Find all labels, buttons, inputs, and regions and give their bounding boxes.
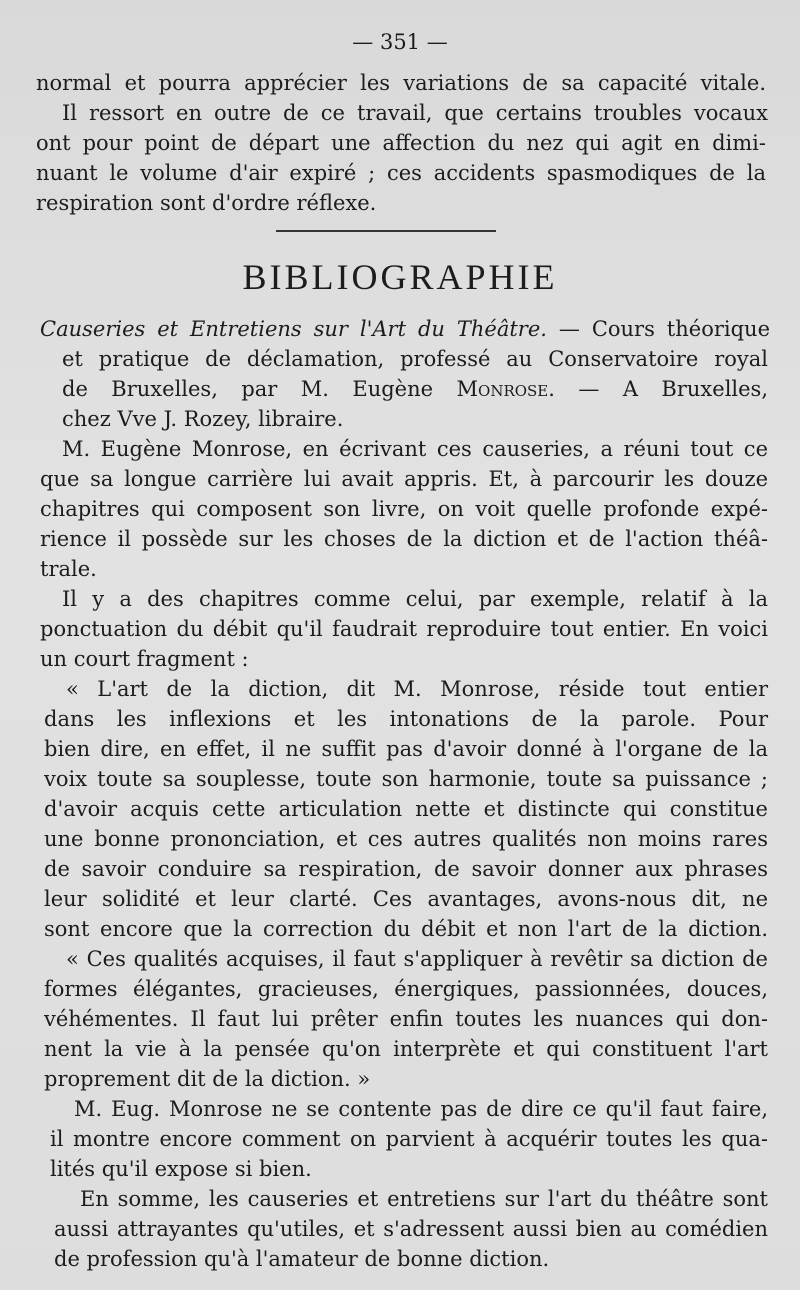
entry-text: de Bruxelles, par M. Eugène	[62, 377, 457, 401]
quote-line: de savoir conduire sa respiration, de savoir donner aux phrases	[44, 857, 768, 881]
quote-line: formes élégantes, gracieuses, énergiques, passionnées, douces,	[44, 977, 768, 1001]
entry-line: et pratique de déclamation, professé au Conservatoire royal	[62, 347, 768, 371]
body-line: ponctuation du débit qu'il faudrait reproduire tout entier. En voici	[40, 617, 768, 641]
entry-line: chez Vve J. Rozey, libraire.	[62, 407, 344, 431]
body-line: trale.	[40, 557, 97, 581]
body-line: que sa longue carrière lui avait appris. Et, à parcourir les douze	[40, 467, 768, 491]
body-line: chapitres qui composent son livre, on voit quelle profonde expé-	[40, 497, 768, 521]
entry-title-line	[40, 314, 770, 344]
author-name: Monrose	[456, 377, 549, 401]
body-line: il montre encore comment on parvient à acquérir toutes les qua-	[50, 1127, 768, 1151]
quote-line: nent la vie à la pensée qu'on interprète et qui constituent l'art	[44, 1037, 768, 1061]
quote-line: proprement dit de la diction. »	[44, 1067, 371, 1091]
body-line: aussi attrayantes qu'utiles, et s'adressent aussi bien au comédien	[54, 1217, 768, 1241]
body-line: Il y a des chapitres comme celui, par exemple, relatif à la	[62, 587, 768, 611]
body-line: M. Eugène Monrose, en écrivant ces causeries, a réuni tout ce	[62, 437, 768, 461]
quote-line: dans les inflexions et les intonations de la parole. Pour	[44, 707, 768, 731]
page-number: — 351 —	[352, 30, 448, 54]
book-subtitle: — Cours théorique	[546, 317, 770, 341]
entry-text: . — A Bruxelles,	[548, 377, 769, 401]
intro-line: ont pour point de départ une affection du nez qui agit en dimi-	[36, 131, 766, 155]
section-divider	[276, 230, 496, 232]
quote-line: leur solidité et leur clarté. Ces avantages, avons-nous dit, ne	[44, 887, 768, 911]
quote-line: « Ces qualités acquises, il faut s'appliquer à revêtir sa diction de	[66, 947, 768, 971]
quote-line: voix toute sa souplesse, toute son harmonie, toute sa puissance ;	[44, 767, 768, 791]
quote-line: « L'art de la diction, dit M. Monrose, réside tout entier	[66, 677, 768, 701]
body-line: En somme, les causeries et entretiens sur l'art du théâtre sont	[80, 1187, 768, 1211]
quote-line: une bonne prononciation, et ces autres qualités non moins rares	[44, 827, 768, 851]
quote-line: d'avoir acquis cette articulation nette et distincte qui constitue	[44, 797, 768, 821]
body-line: un court fragment :	[40, 647, 249, 671]
book-title: Causeries et Entretiens sur l'Art du Théâtre.	[40, 317, 547, 341]
intro-line: respiration sont d'ordre réflexe.	[36, 191, 377, 215]
quote-line: bien dire, en effet, il ne suffit pas d'avoir donné à l'organe de la	[44, 737, 768, 761]
intro-line: normal et pourra apprécier les variations de sa capacité vitale.	[36, 71, 766, 95]
body-line: rience il possède sur les choses de la diction et de l'action théâ-	[40, 527, 768, 551]
body-line: de profession qu'à l'amateur de bonne diction.	[54, 1247, 550, 1271]
intro-line: nuant le volume d'air expiré ; ces accidents spasmodiques de la	[36, 161, 766, 185]
entry-line	[62, 374, 768, 404]
quote-line: véhémentes. Il faut lui prêter enfin toutes les nuances qui don-	[44, 1007, 768, 1031]
body-line: lités qu'il expose si bien.	[50, 1157, 312, 1181]
section-title: BIBLIOGRAPHIE	[242, 257, 558, 297]
quote-line: sont encore que la correction du débit et non l'art de la diction.	[44, 917, 768, 941]
intro-line: Il ressort en outre de ce travail, que certains troubles vocaux	[62, 101, 768, 125]
body-line: M. Eug. Monrose ne se contente pas de dire ce qu'il faut faire,	[74, 1097, 768, 1121]
